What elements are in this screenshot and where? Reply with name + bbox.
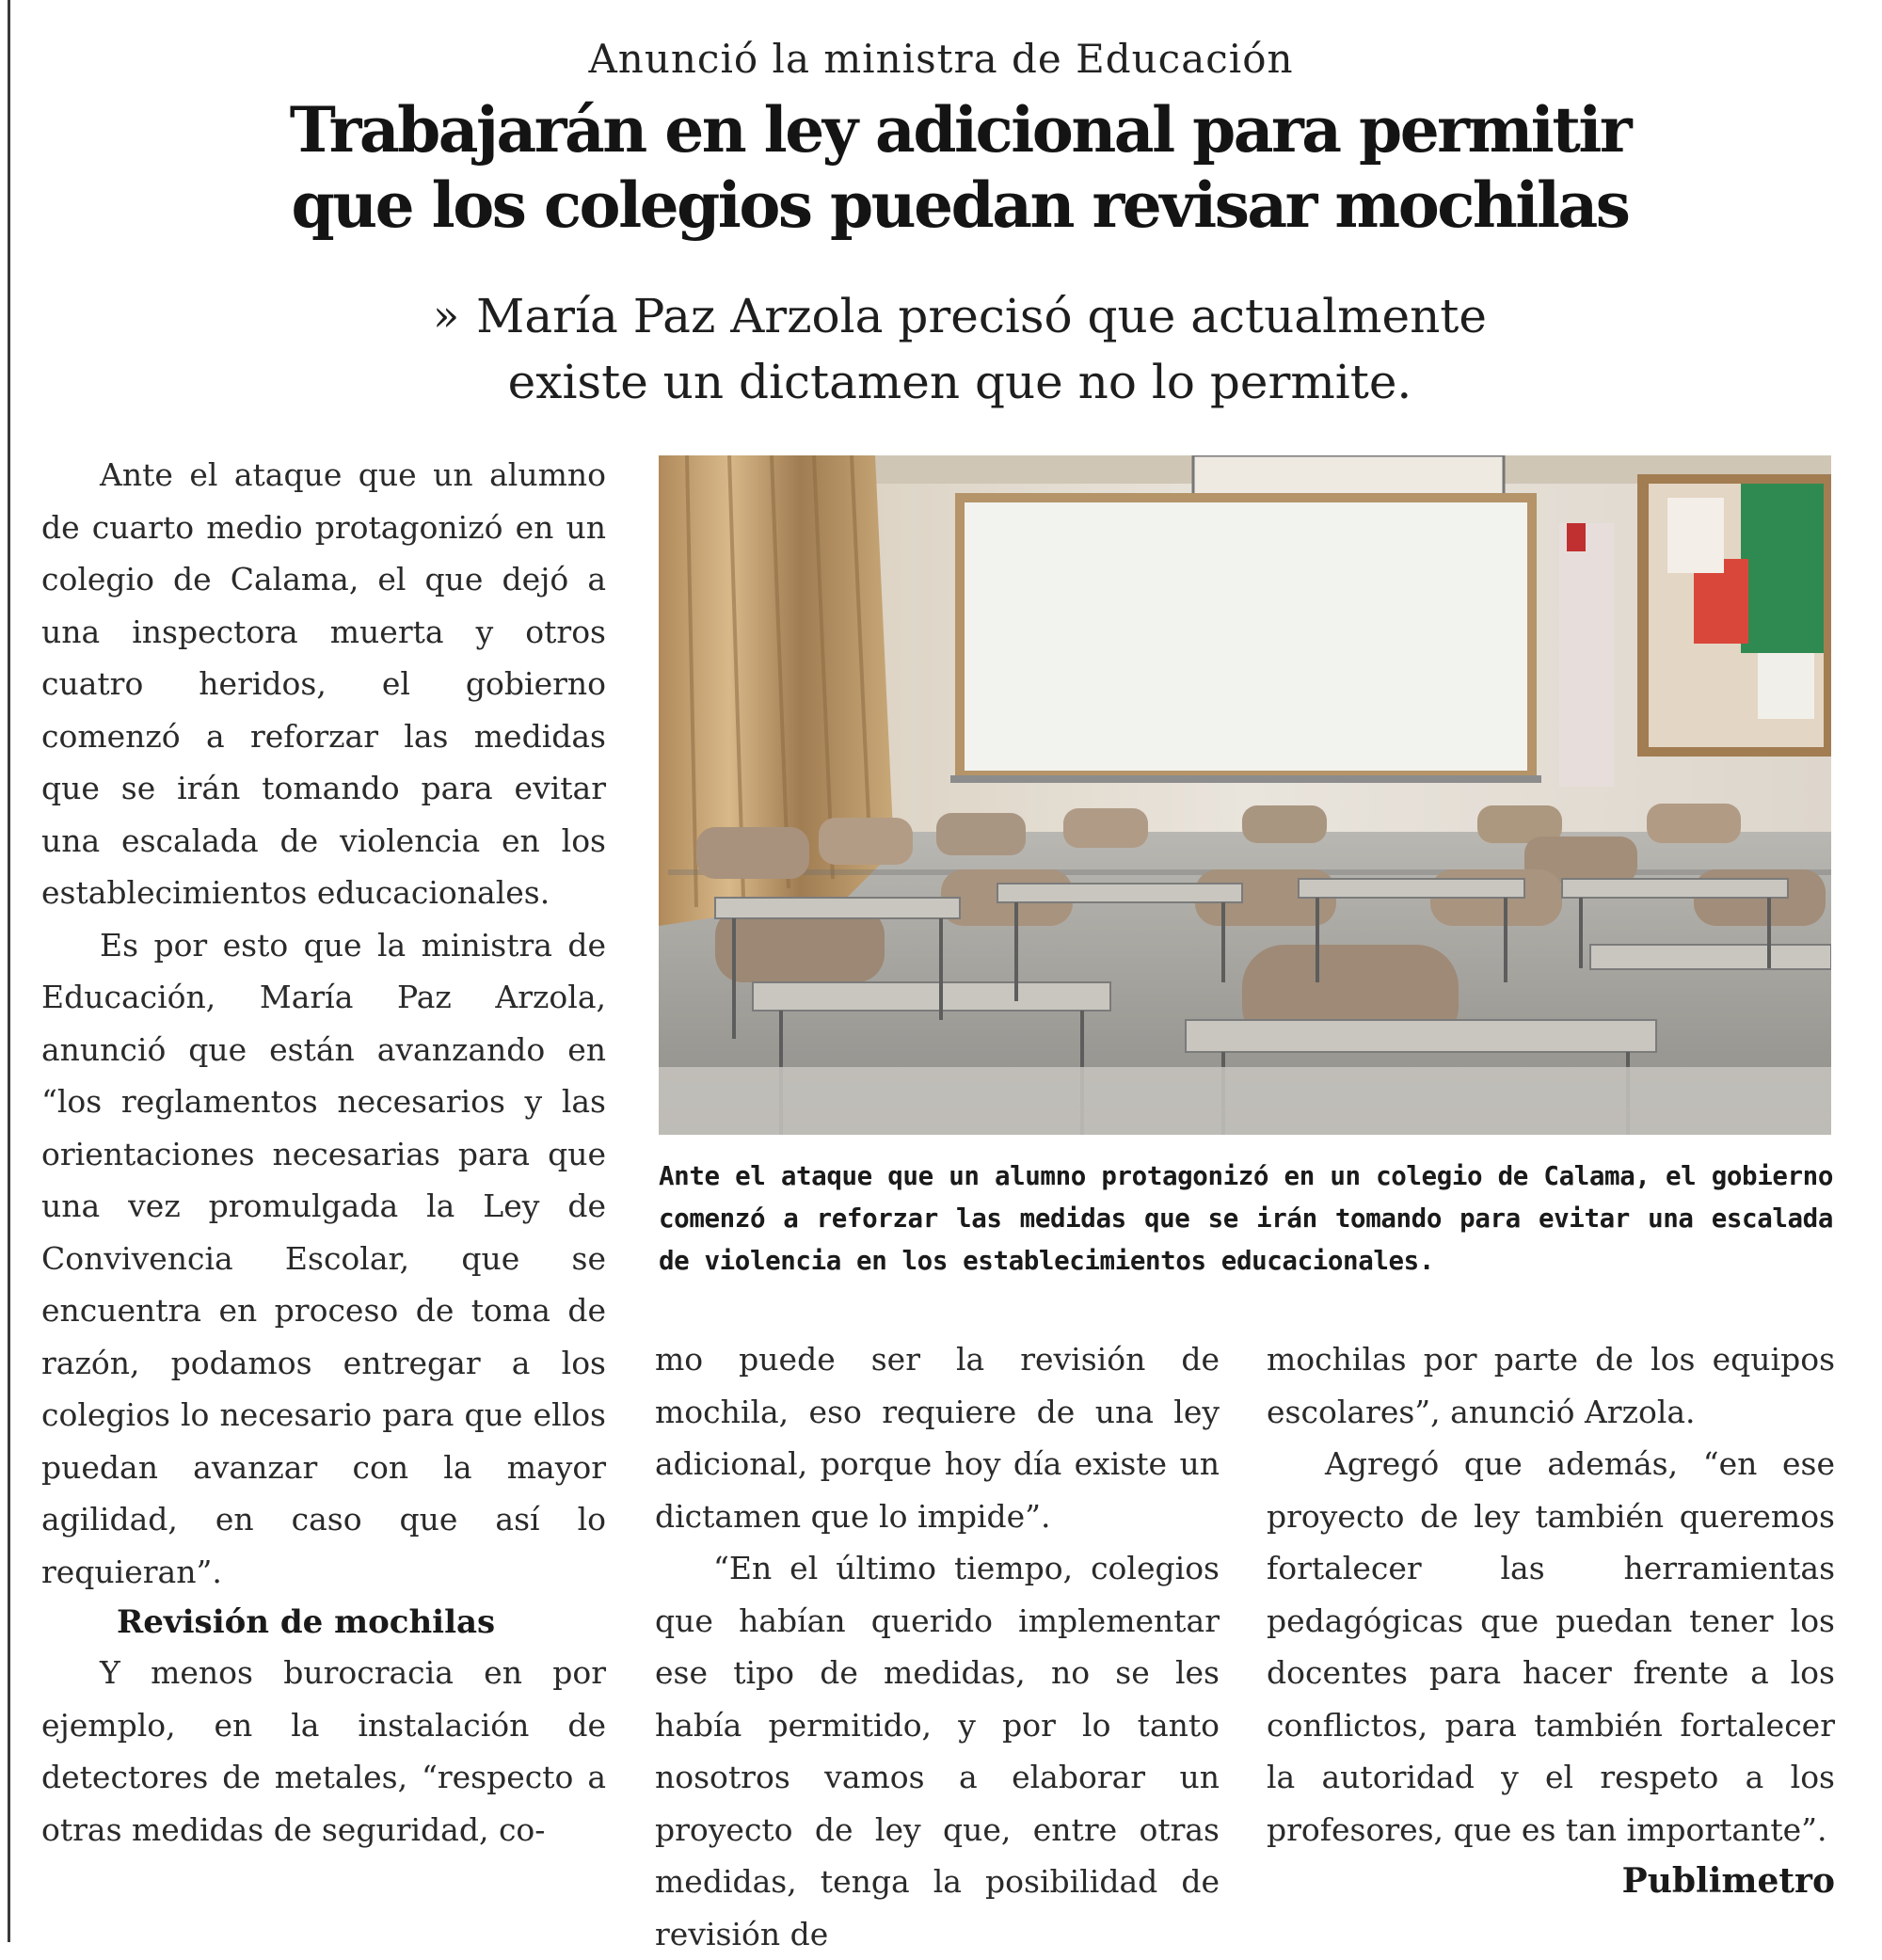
body-paragraph: mochilas por parte de los equipos escolares”, anunció Arzola. [1267,1341,1835,1430]
body-paragraph: “En el último tiempo, colegios que habían querido implementar ese tipo de medidas, no se les había permitido, y por lo tanto nosotros vamos a elaborar un proyecto de ley que, entre otras medidas, tenga la posibilidad de revisión de [655,1550,1220,1952]
classroom-photo [659,455,1831,1135]
body-paragraph: Y menos burocracia en por ejemplo, en la instalación de detectores de metales, “respecto a otras medidas de seguridad, co- [41,1654,606,1848]
body-paragraph: mo puede ser la revisión de mochila, eso requiere de una ley adicional, porque hoy día existe un dictamen que lo impide”. [655,1341,1220,1535]
article-column-1 [41,449,606,1856]
double-chevron-right-icon: » [433,290,460,341]
photo-caption: Ante el ataque que un alumno protagonizó en un colegio de Calama, el gobierno comenzó a reforzar las medidas que se irán tomando para evitar una escalada de violencia en los establecimientos educacionales. [659,1161,1833,1276]
article-kicker: Anunció la ministra de Educación [588,36,1294,82]
body-paragraph: Agregó que además, “en ese proyecto de ley también queremos fortalecer las herramientas pedagógicas que puedan tener los docentes para hacer frente a los conflictos, para también fortalecer la autoridad y el respeto a los profesores, que es tan importante”. [1267,1445,1835,1848]
article-deck [358,282,1562,415]
section-subhead: Revisión de mochilas [117,1603,496,1641]
article-column-2 [655,1333,1220,1960]
article-signature: Publimetro [1621,1861,1835,1901]
page-left-rule [8,0,10,1942]
deck-text: María Paz Arzola precisó que actualmente existe un dictamen que no lo permite. [476,289,1487,409]
article-column-3 [1267,1333,1835,1907]
body-paragraph: Es por esto que la ministra de Educación, María Paz Arzola, anunció que están avanzando en “los reglamentos necesarios y las orientaciones necesarias para que una vez promulgada la Ley de Convivencia Escolar, que se encuentra en proceso de toma de razón, podamos entregar a los colegios lo necesario para que ellos puedan avanzar con la mayor agilidad, en caso que así lo requieran”. [41,926,606,1590]
body-paragraph: Ante el ataque que un alumno de cuarto medio protagonizó en un colegio de Calama, el que dejó a una inspectora muerta y otros cuatro heridos, el gobierno comenzó a reforzar las medidas que se irán tomando para evitar una escalada de violencia en los establecimientos educacionales. [41,456,606,911]
article-headline: Trabajarán en ley adicional para permitir que los colegios puedan revisar mochilas [289,93,1631,242]
